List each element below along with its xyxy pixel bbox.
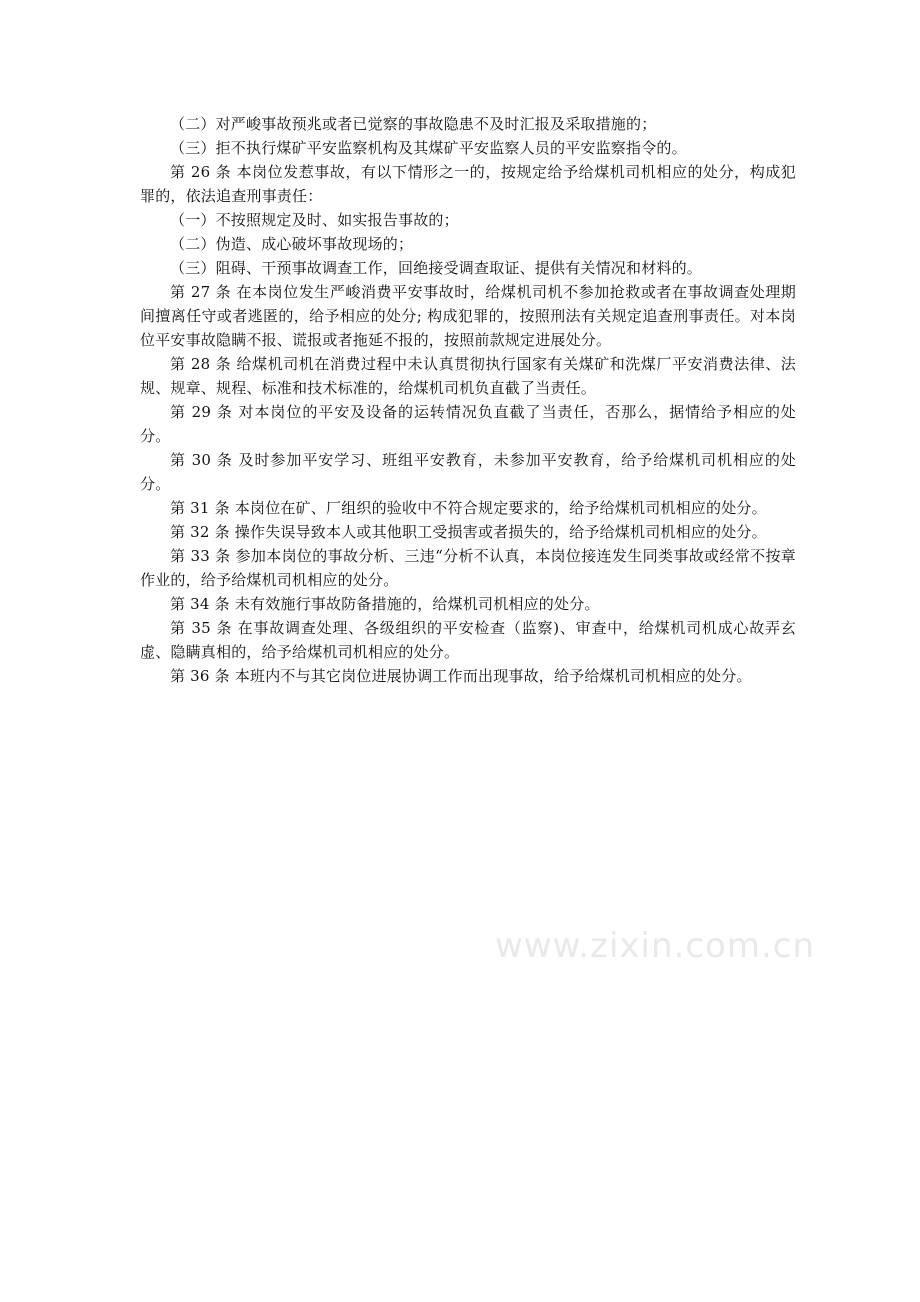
article-30: 第 30 条 及时参加平安学习、班组平安教育，未参加平安教育，给予给煤机司机相应的处分。 xyxy=(140,451,796,493)
paragraph: （三）阻碍、干预事故调查工作，回绝接受调查取证、提供有关情况和材料的。 xyxy=(170,259,703,277)
article-27: 第 27 条 在本岗位发生严峻消费平安事故时，给煤机司机不参加抢救或者在事故调查处理期间擅离任守或者逃匿的，给予相应的处分; 构成犯罪的，按照刑法有关规定追查刑事责任。对本岗位平安事故隐瞒不报、谎报或者拖延不报的，按照前款规定进展处分。 xyxy=(140,283,796,349)
watermark: www.zixin.com.cn xyxy=(495,926,815,966)
article-34: 第 34 条 未有效施行事故防备措施的，给煤机司机相应的处分。 xyxy=(170,595,600,613)
paragraph: （二）对严峻事故预兆或者已觉察的事故隐患不及时汇报及采取措施的； xyxy=(170,115,657,133)
article-26: 第 26 条 本岗位发惹事故，有以下情形之一的，按规定给予给煤机司机相应的处分，构成犯罪的，依法追查刑事责任： xyxy=(140,163,796,205)
article-29: 第 29 条 对本岗位的平安及设备的运转情况负直截了当责任，否那么，据情给予相应的处分。 xyxy=(140,403,796,445)
article-36: 第 36 条 本班内不与其它岗位进展协调工作而出现事故，给予给煤机司机相应的处分。 xyxy=(170,667,752,685)
document-body xyxy=(140,112,796,688)
article-33: 第 33 条 参加本岗位的事故分析、三违“分析不认真，本岗位接连发生同类事故或经常不按章作业的，给予给煤机司机相应的处分。 xyxy=(140,547,796,589)
paragraph: （三）拒不执行煤矿平安监察机构及其煤矿平安监察人员的平安监察指令的。 xyxy=(170,139,687,157)
article-28: 第 28 条 给煤机司机在消费过程中未认真贯彻执行国家有关煤矿和洗煤厂平安消费法律、法规、规章、规程、标准和技术标准的，给煤机司机负直截了当责任。 xyxy=(140,355,796,397)
paragraph: （一）不按照规定及时、如实报告事故的； xyxy=(170,211,459,229)
paragraph: （二）伪造、成心破坏事故现场的； xyxy=(170,235,414,253)
article-32: 第 32 条 操作失误导致本人或其他职工受损害或者损失的，给予给煤机司机相应的处分。 xyxy=(170,523,767,541)
article-35: 第 35 条 在事故调查处理、各级组织的平安检查（监察)、审查中，给煤机司机成心故弄玄虚、隐瞒真相的，给予给煤机司机相应的处分。 xyxy=(140,619,796,661)
article-31: 第 31 条 本岗位在矿、厂组织的验收中不符合规定要求的，给予给煤机司机相应的处分。 xyxy=(170,499,767,517)
